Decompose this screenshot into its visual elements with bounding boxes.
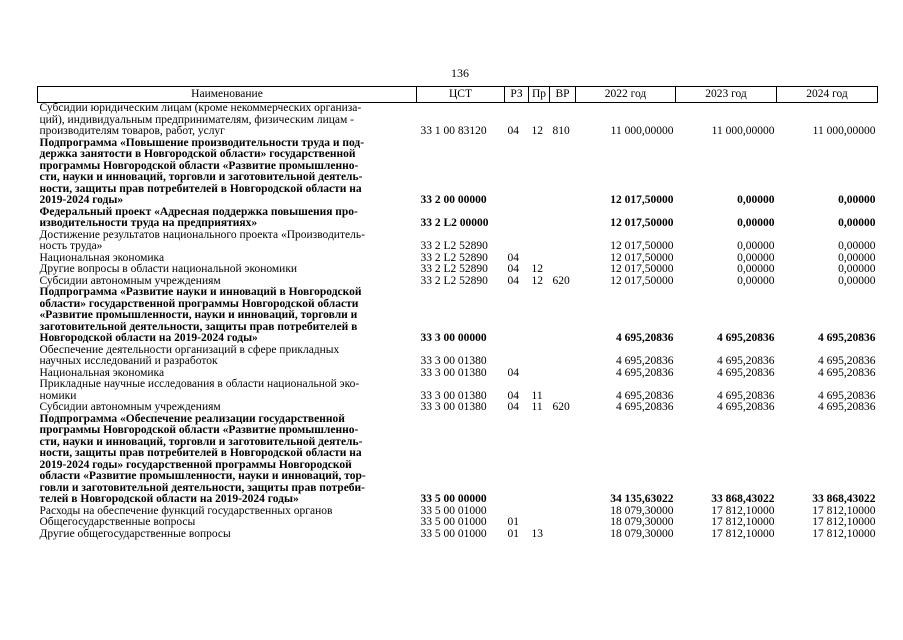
- row-2023-cell: 11 000,00000: [711, 125, 775, 137]
- row-2023-cell: 17 812,10000: [711, 516, 775, 528]
- row-pr-cell: [529, 345, 550, 368]
- row-name-cell: Подпрограмма «Повышение производительности труда и под- держка занятости в Новгородской области» государственной программы Новгородской области «Развитие промышленно- сти, науки и инноваций, торговли и заготовительной деятель- ности, защиты прав потребителей в Новгородской области на 2019-2024 годы»: [39, 136, 365, 206]
- row-2024-cell: 0,00000: [838, 251, 876, 264]
- column-header-rz: РЗ: [505, 87, 529, 103]
- row-cst-cell: 33 5 00 01000: [420, 504, 487, 517]
- row-name-cell: Достижение результатов национального проекта «Производитель- ность труда»: [39, 228, 365, 252]
- row-2024-cell: 4 695,20836: [818, 355, 876, 367]
- row-2023-cell: 4 695,20836: [717, 355, 775, 367]
- row-rz-cell: 04: [507, 263, 519, 275]
- row-2024-cell: 4 695,20836: [818, 389, 876, 402]
- row-vr-cell: [550, 207, 576, 230]
- row-cst-cell: 33 1 00 83120: [420, 125, 487, 137]
- row-cst-cell: 33 2 L2 00000: [420, 217, 489, 229]
- table-row: [38, 345, 878, 368]
- page-number: 136: [451, 66, 469, 80]
- row-2024-cell: 4 695,20836: [818, 332, 876, 344]
- row-vr-cell: 620: [552, 401, 570, 413]
- row-2022-cell: 4 695,20836: [616, 355, 674, 367]
- row-pr-cell: 13: [531, 527, 543, 540]
- row-rz-cell: 04: [507, 389, 519, 402]
- row-vr-cell: [550, 264, 576, 276]
- row-pr-cell: [529, 138, 550, 207]
- row-name-cell: Другие вопросы в области национальной экономики: [39, 263, 298, 275]
- row-2023-cell: 0,00000: [737, 194, 775, 206]
- row-2024-cell: 33 868,43022: [812, 493, 876, 505]
- row-vr-cell: 810: [552, 125, 570, 137]
- row-pr-cell: [529, 517, 550, 529]
- row-2024-cell: 11 000,00000: [812, 125, 876, 137]
- row-rz-cell: [505, 414, 529, 506]
- row-vr-cell: [550, 414, 576, 506]
- row-2023-cell: 0,00000: [737, 251, 775, 264]
- row-rz-cell: [505, 287, 529, 345]
- row-2022-cell: 4 695,20836: [616, 389, 674, 402]
- table-header: [38, 87, 878, 103]
- row-cst-cell: 33 2 L2 52890: [420, 274, 488, 287]
- row-name-cell: Национальная экономика: [39, 251, 165, 264]
- table-row: [38, 264, 878, 276]
- column-header-vr: ВР: [550, 87, 576, 103]
- row-2024-cell: 0,00000: [838, 217, 876, 229]
- row-rz-cell: 01: [507, 516, 519, 528]
- row-name-cell: Общегосударственные вопросы: [39, 516, 196, 528]
- row-vr-cell: [550, 379, 576, 402]
- table-row: [38, 517, 878, 529]
- table-row: [38, 529, 878, 541]
- row-2022-cell: 34 135,63022: [610, 493, 674, 505]
- row-2022-cell: 18 079,30000: [610, 516, 674, 528]
- row-cst-cell: 33 5 00 01000: [420, 527, 487, 540]
- column-header-2023: 2023 год: [676, 87, 777, 103]
- row-2022-cell: 11 000,00000: [610, 125, 674, 137]
- row-cst-cell: 33 2 L2 52890: [420, 263, 488, 275]
- row-cst-cell: 33 3 00 01380: [420, 389, 487, 402]
- row-rz-cell: 04: [507, 366, 519, 379]
- row-2023-cell: 33 868,43022: [711, 493, 775, 505]
- row-rz-cell: 04: [507, 251, 519, 264]
- row-2024-cell: 0,00000: [838, 263, 876, 275]
- row-pr-cell: 11: [531, 401, 543, 413]
- row-name-cell: Федеральный проект «Адресная поддержка повышения про- изводительности труда на предприятиях»: [39, 205, 358, 229]
- table-row: [38, 230, 878, 253]
- row-cst-cell: 33 5 00 01000: [420, 516, 487, 528]
- row-vr-cell: [550, 253, 576, 265]
- row-2024-cell: 0,00000: [838, 194, 876, 206]
- row-name-cell: Подпрограмма «Обеспечение реализации государственной программы Новгородской области «Развитие промышленно- сти, науки и инноваций, торговли и заготовительной деятель- ности, защиты прав потребителей в Новгородской области на 2019-2024 годы» государственной программы Новгородской области «Развитие промышленности, науки и инноваций, тор- говли и заготовительной деятельности, защиты прав потреби- телей в Новгородской области на 2019-2024 годы»: [39, 412, 366, 505]
- table-row: [38, 414, 878, 506]
- row-vr-cell: [550, 138, 576, 207]
- row-cst-cell: 33 3 00 00000: [420, 332, 487, 344]
- row-rz-cell: [505, 345, 529, 368]
- row-rz-cell: 04: [507, 274, 519, 287]
- row-pr-cell: [529, 230, 550, 253]
- row-2022-cell: 18 079,30000: [610, 504, 674, 517]
- row-name-cell: Прикладные научные исследования в области национальной эко- номики: [39, 378, 360, 402]
- row-vr-cell: [550, 517, 576, 529]
- row-pr-cell: 12: [531, 125, 543, 137]
- row-2022-cell: 12 017,50000: [610, 194, 674, 206]
- column-header-pr: Пр: [529, 87, 550, 103]
- row-2022-cell: 12 017,50000: [610, 217, 674, 229]
- row-2023-cell: 0,00000: [737, 263, 775, 275]
- row-2022-cell: 12 017,50000: [610, 251, 674, 264]
- row-2023-cell: 0,00000: [737, 240, 775, 252]
- row-2022-cell: 12 017,50000: [610, 263, 674, 275]
- row-pr-cell: [529, 414, 550, 506]
- budget-table: [37, 86, 878, 540]
- column-header-2024: 2024 год: [777, 87, 878, 103]
- table-body: [38, 103, 878, 541]
- table-row: [38, 103, 878, 138]
- row-pr-cell: 12: [531, 263, 543, 275]
- row-cst-cell: 33 3 00 01380: [420, 355, 487, 367]
- row-name-cell: Подпрограмма «Развитие науки и инноваций в Новгородской области» государственной программы Новгородской области «Развитие промышленности, науки и инноваций, торговли и заготовительной деятельности, защиты прав потребителей в Новгородской области на 2019-2024 годы»: [39, 286, 362, 344]
- row-2023-cell: 0,00000: [737, 217, 775, 229]
- row-2022-cell: 4 695,20836: [616, 401, 674, 413]
- row-name-cell: Расходы на обеспечение функций государственных органов: [39, 504, 333, 517]
- row-2023-cell: 4 695,20836: [717, 366, 775, 379]
- row-2022-cell: 12 017,50000: [610, 240, 674, 252]
- row-cst-cell: 33 3 00 01380: [420, 366, 487, 379]
- row-rz-cell: 04: [507, 401, 519, 413]
- row-cst-cell: 33 2 00 00000: [420, 194, 487, 206]
- row-2022-cell: 12 017,50000: [610, 274, 674, 287]
- table-row: [38, 207, 878, 230]
- row-vr-cell: [550, 287, 576, 345]
- row-2023-cell: 17 812,10000: [711, 504, 775, 517]
- table-row: [38, 138, 878, 207]
- row-rz-cell: [505, 230, 529, 253]
- row-2024-cell: 4 695,20836: [818, 401, 876, 413]
- row-name-cell: Субсидии автономным учреждениям: [39, 401, 221, 413]
- row-2023-cell: 4 695,20836: [717, 332, 775, 344]
- row-name-cell: Обеспечение деятельности организаций в сфере прикладных научных исследований и разработок: [39, 343, 340, 367]
- row-2023-cell: 4 695,20836: [717, 401, 775, 413]
- row-pr-cell: [529, 287, 550, 345]
- row-rz-cell: [505, 207, 529, 230]
- row-name-cell: Национальная экономика: [39, 366, 165, 379]
- row-cst-cell: 33 2 L2 52890: [420, 251, 488, 264]
- row-2024-cell: 4 695,20836: [818, 366, 876, 379]
- row-pr-cell: 11: [531, 389, 543, 402]
- row-2023-cell: 17 812,10000: [711, 527, 775, 540]
- row-2024-cell: 17 812,10000: [812, 504, 876, 517]
- row-name-cell: Субсидии юридическим лицам (кроме некоммерческих организа- ций), индивидуальным предпринимателям, физическим лицам - производителям товаров, работ, услуг: [39, 102, 362, 137]
- row-pr-cell: [529, 506, 550, 518]
- row-vr-cell: [550, 529, 576, 541]
- table-row: [38, 402, 878, 414]
- row-name-cell: Другие общегосударственные вопросы: [39, 527, 231, 540]
- row-2023-cell: 4 695,20836: [717, 389, 775, 402]
- column-header-2022: 2022 год: [576, 87, 676, 103]
- row-vr-cell: [550, 368, 576, 380]
- row-pr-cell: [529, 368, 550, 380]
- row-2023-cell: 0,00000: [737, 274, 775, 287]
- row-2024-cell: 17 812,10000: [812, 527, 876, 540]
- row-rz-cell: 04: [507, 125, 519, 137]
- row-cst-cell: 33 3 00 01380: [420, 401, 487, 413]
- row-2024-cell: 17 812,10000: [812, 516, 876, 528]
- row-2022-cell: 18 079,30000: [610, 527, 674, 540]
- row-name-cell: Субсидии автономным учреждениям: [39, 274, 221, 287]
- column-header-cst: ЦСТ: [417, 87, 505, 103]
- row-2024-cell: 0,00000: [838, 274, 876, 287]
- row-2022-cell: 4 695,20836: [616, 366, 674, 379]
- row-pr-cell: 12: [531, 274, 543, 287]
- table-row: [38, 379, 878, 402]
- row-cst-cell: 33 5 00 00000: [420, 493, 487, 505]
- row-cst-cell: 33 2 L2 52890: [420, 240, 488, 252]
- row-vr-cell: [550, 230, 576, 253]
- row-vr-cell: [550, 506, 576, 518]
- row-rz-cell: [505, 138, 529, 207]
- row-rz-cell: 01: [507, 527, 519, 540]
- table-row: [38, 287, 878, 345]
- column-header-name: Наименование: [38, 87, 417, 103]
- row-vr-cell: 620: [552, 274, 570, 287]
- row-2022-cell: 4 695,20836: [616, 332, 674, 344]
- row-vr-cell: [550, 345, 576, 368]
- row-2024-cell: 0,00000: [838, 240, 876, 252]
- row-pr-cell: [529, 207, 550, 230]
